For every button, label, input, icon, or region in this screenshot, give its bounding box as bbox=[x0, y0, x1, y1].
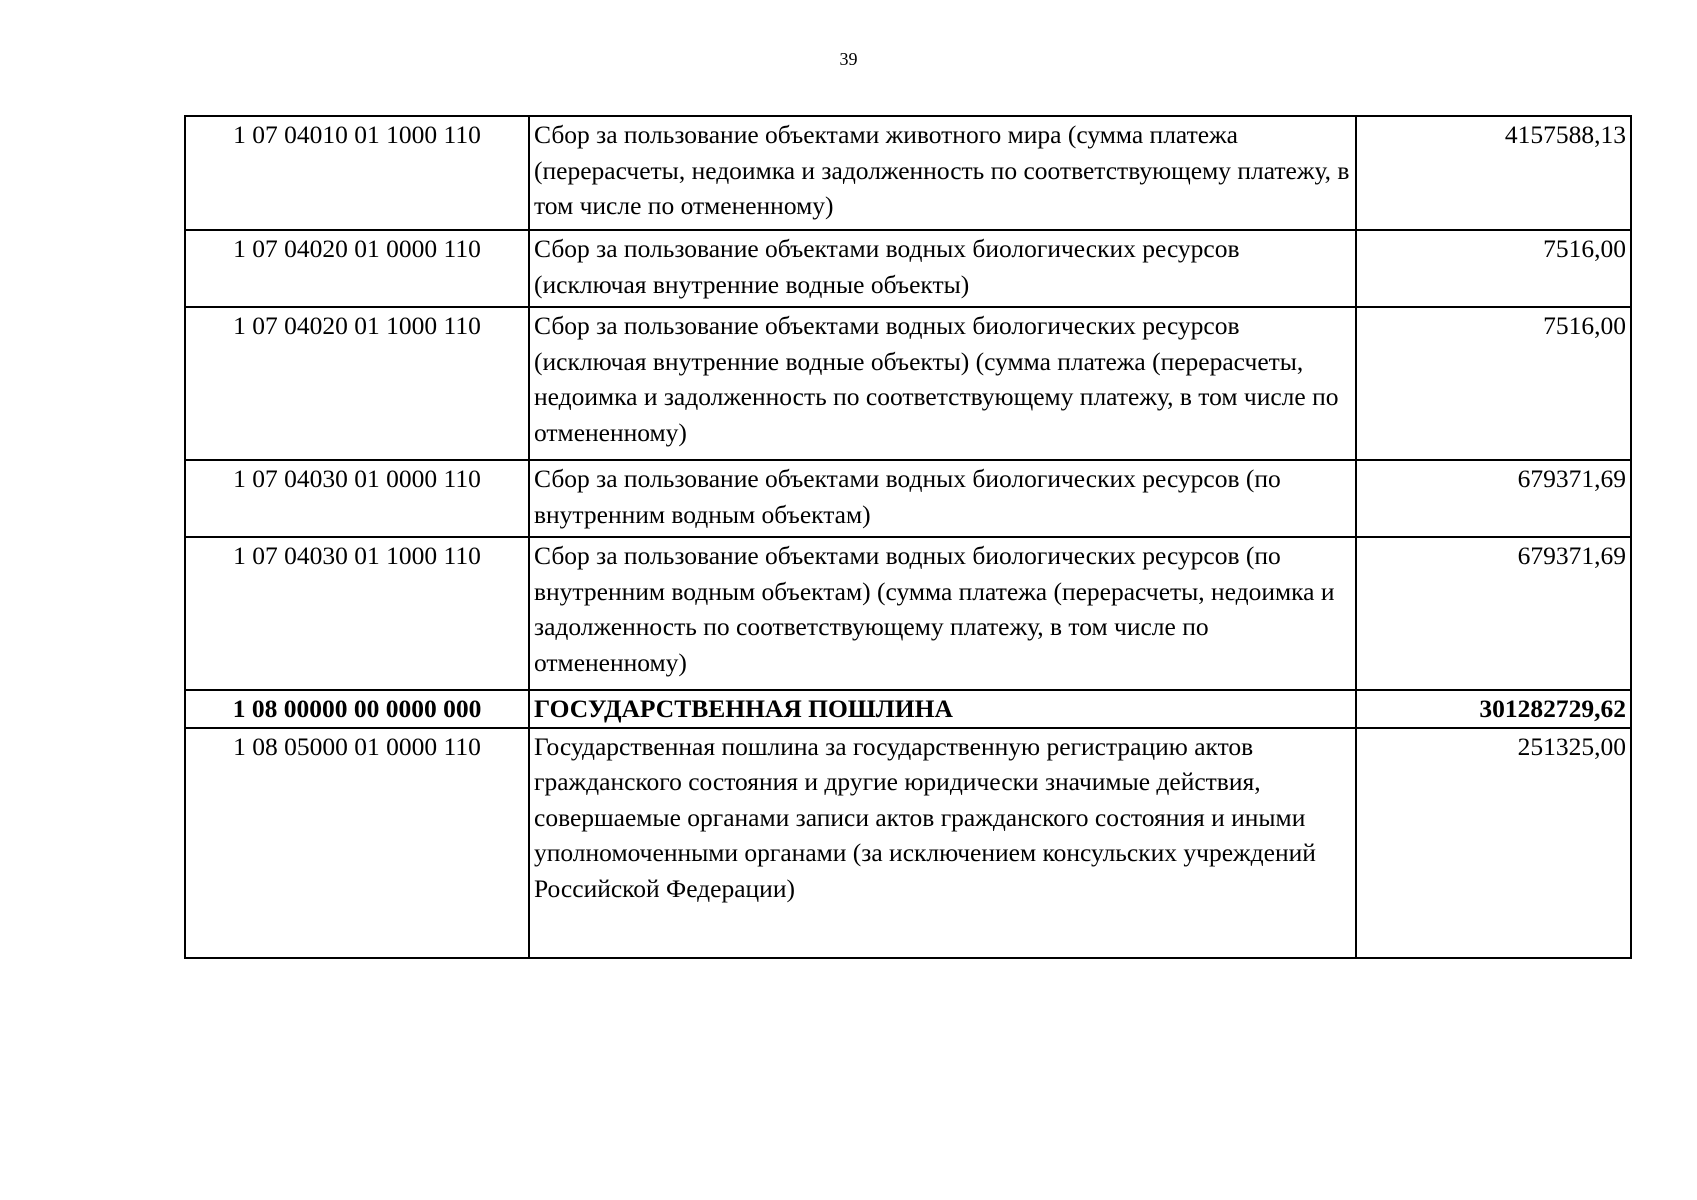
revenue-name-cell: Сбор за пользование объектами животного мира (сумма платежа (перерасчеты, недоимка и задолженность по соответствующему платежу, в том числе по отмененному) bbox=[529, 116, 1356, 230]
budget-code-cell: 1 07 04020 01 0000 110 bbox=[185, 230, 529, 307]
revenue-name-cell: Государственная пошлина за государственную регистрацию актов гражданского состояния и другие юридически значимые действия, совершаемые органами записи актов гражданского состояния и иными уполномоченными органами (за исключением консульских учреждений Российской Федерации) bbox=[529, 728, 1356, 958]
revenue-name-cell: Сбор за пользование объектами водных биологических ресурсов (исключая внутренние водные объекты) bbox=[529, 230, 1356, 307]
revenue-name-cell: Сбор за пользование объектами водных биологических ресурсов (исключая внутренние водные объекты) (сумма платежа (перерасчеты, недоимка и задолженность по соответствующему платежу, в том числе по отмененному) bbox=[529, 307, 1356, 460]
amount-cell: 679371,69 bbox=[1356, 460, 1631, 537]
revenue-name-cell: Сбор за пользование объектами водных биологических ресурсов (по внутренним водным объектам) bbox=[529, 460, 1356, 537]
table-row bbox=[185, 307, 1631, 460]
table-row bbox=[185, 537, 1631, 690]
budget-code-cell: 1 08 00000 00 0000 000 bbox=[185, 690, 529, 728]
budget-revenue-table bbox=[184, 115, 1632, 959]
amount-cell: 251325,00 bbox=[1356, 728, 1631, 958]
budget-code-cell: 1 08 05000 01 0000 110 bbox=[185, 728, 529, 958]
table-row-section-total bbox=[185, 690, 1631, 728]
amount-cell: 4157588,13 bbox=[1356, 116, 1631, 230]
page-number: 39 bbox=[839, 49, 858, 69]
amount-cell: 7516,00 bbox=[1356, 230, 1631, 307]
budget-code-cell: 1 07 04020 01 1000 110 bbox=[185, 307, 529, 460]
amount-cell: 301282729,62 bbox=[1356, 690, 1631, 728]
amount-cell: 679371,69 bbox=[1356, 537, 1631, 690]
revenue-name-cell: ГОСУДАРСТВЕННАЯ ПОШЛИНА bbox=[529, 690, 1356, 728]
table-row bbox=[185, 230, 1631, 307]
budget-code-cell: 1 07 04030 01 1000 110 bbox=[185, 537, 529, 690]
revenue-name-cell: Сбор за пользование объектами водных биологических ресурсов (по внутренним водным объектам) (сумма платежа (перерасчеты, недоимка и задолженность по соответствующему платежу, в том числе по отмененному) bbox=[529, 537, 1356, 690]
table-row bbox=[185, 460, 1631, 537]
amount-cell: 7516,00 bbox=[1356, 307, 1631, 460]
table-row bbox=[185, 728, 1631, 958]
budget-code-cell: 1 07 04030 01 0000 110 bbox=[185, 460, 529, 537]
budget-code-cell: 1 07 04010 01 1000 110 bbox=[185, 116, 529, 230]
table-row bbox=[185, 116, 1631, 230]
